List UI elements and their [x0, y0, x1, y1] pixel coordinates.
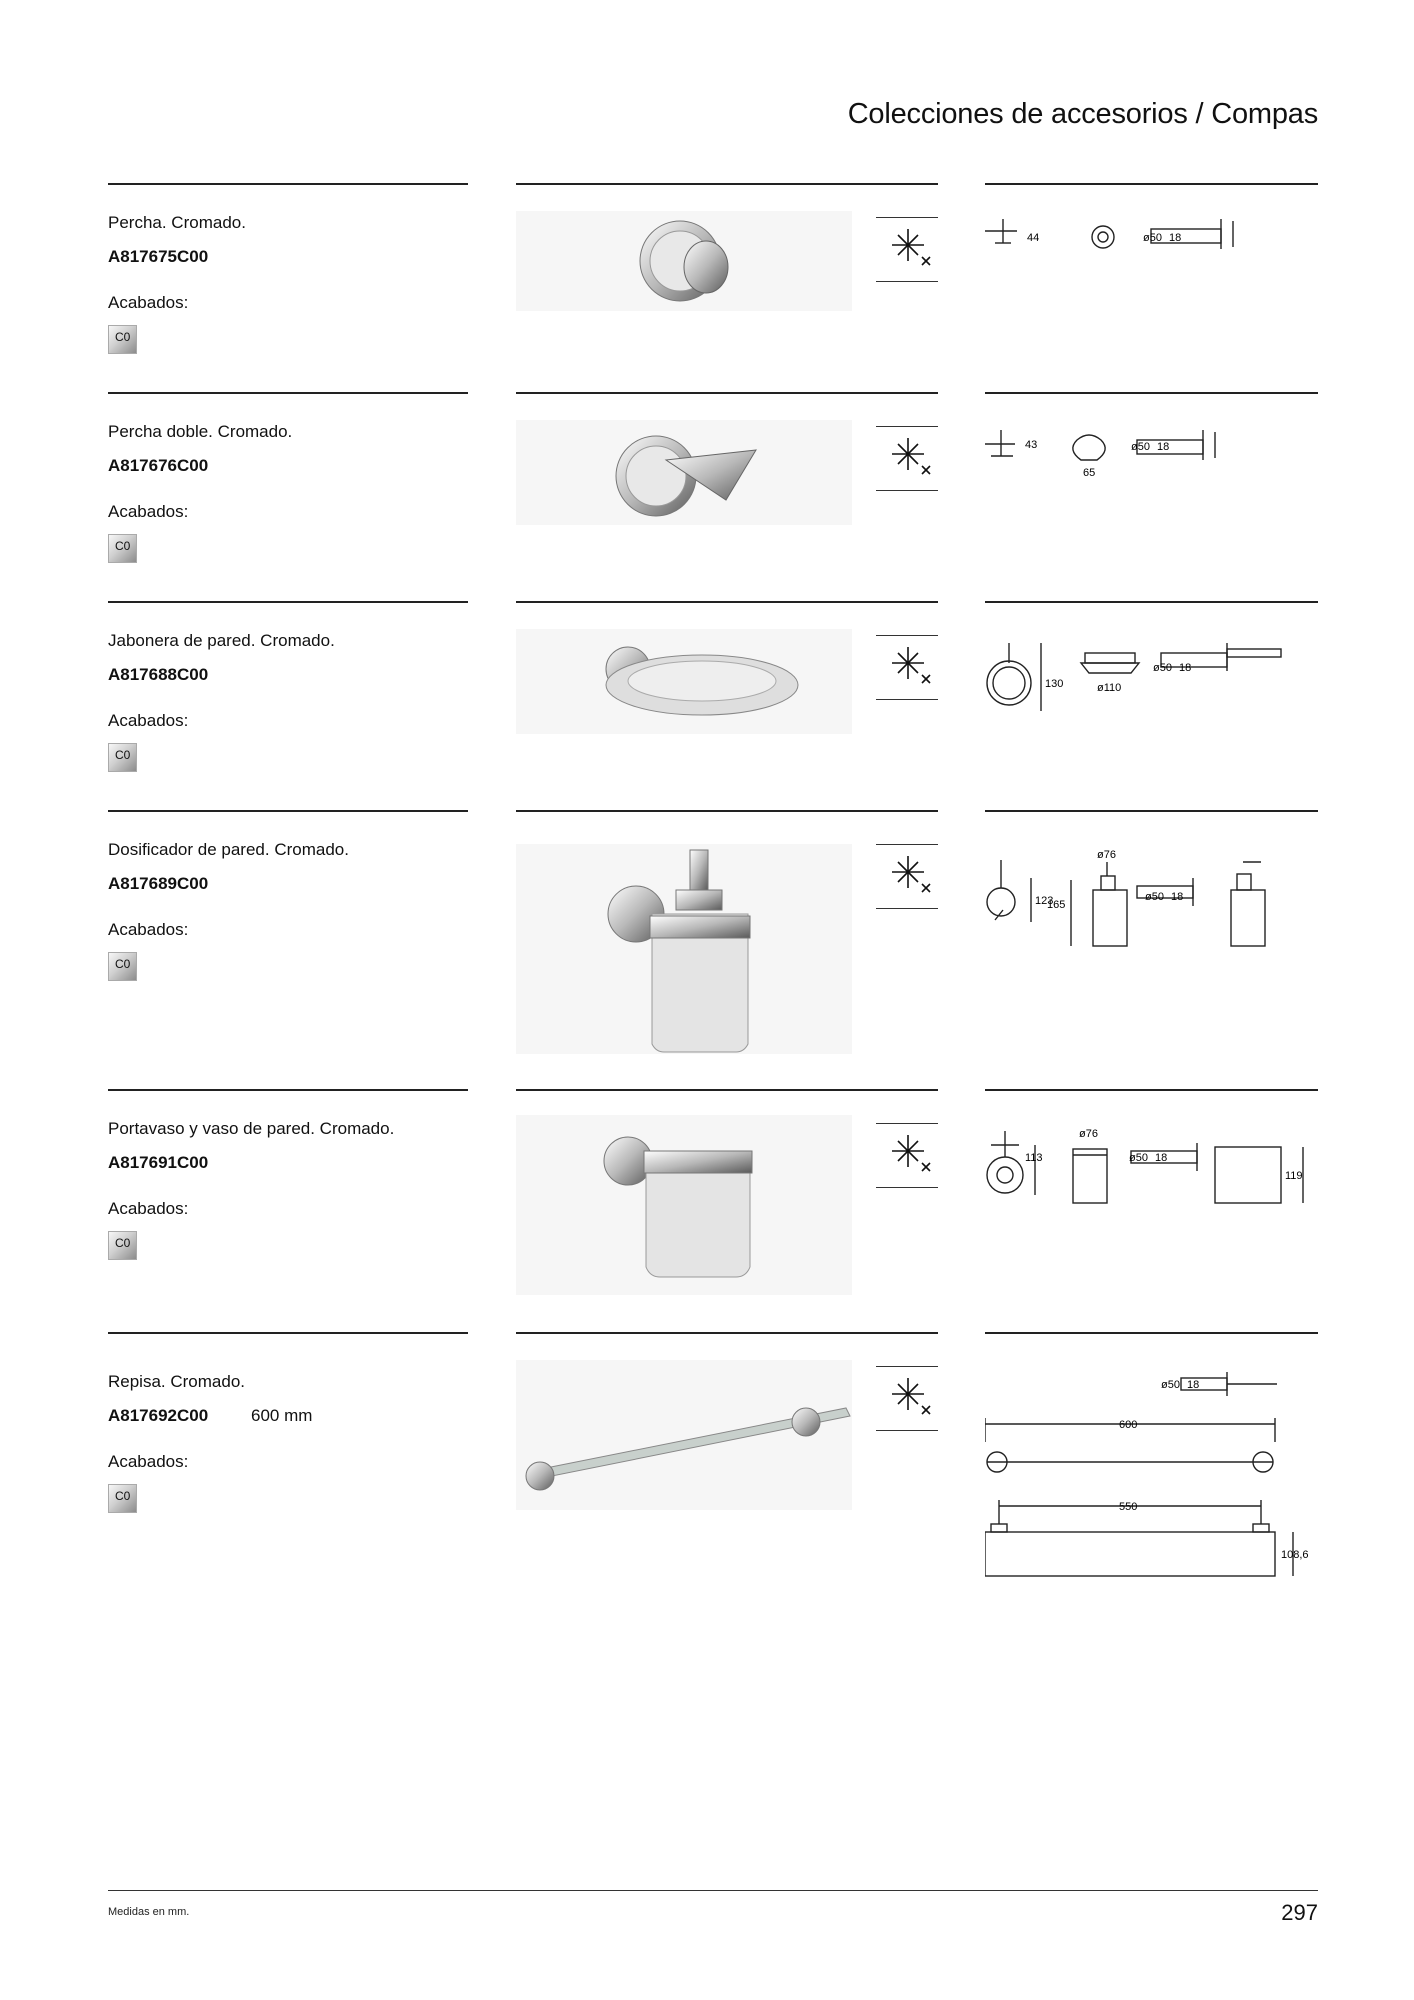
dim-label: 18	[1179, 662, 1192, 674]
finishes-label: Acabados:	[108, 920, 189, 939]
dim-label: 44	[1027, 232, 1040, 244]
product-photo-double-hook	[516, 420, 852, 525]
product-photo-soap-dish	[516, 629, 852, 734]
product-name: Jabonera de pared. Cromado.	[108, 631, 335, 650]
product-row	[0, 601, 1414, 801]
chrome-finish-icon	[876, 635, 938, 701]
product-row	[0, 1332, 1414, 1632]
dim-label: 113	[1025, 1152, 1043, 1164]
product-code: A817689C00	[108, 874, 209, 893]
finish-swatch-chrome[interactable]: C0	[108, 534, 137, 563]
dim-label: 550	[1119, 1501, 1138, 1513]
technical-drawing	[985, 1362, 1318, 1622]
dim-label: 18	[1187, 1379, 1200, 1391]
finishes-label: Acabados:	[108, 1199, 189, 1218]
dim-label: ø110	[1097, 682, 1122, 694]
finish-swatch-chrome[interactable]: C0	[108, 952, 137, 981]
page-title: Colecciones de accesorios / Compas	[847, 98, 1318, 130]
dim-label: 18	[1171, 891, 1184, 903]
product-row	[0, 183, 1414, 383]
chrome-finish-icon	[876, 426, 938, 492]
finish-swatch-chrome[interactable]: C0	[108, 325, 137, 354]
finish-swatch-chrome[interactable]: C0	[108, 1231, 137, 1260]
product-name: Percha doble. Cromado.	[108, 422, 293, 441]
dim-label: 130	[1045, 678, 1064, 690]
dim-label: 108,6	[1281, 1549, 1309, 1561]
chrome-finish-icon	[876, 844, 938, 910]
dim-label: ø50	[1145, 891, 1164, 903]
product-row	[0, 810, 1414, 1080]
dim-label: ø50	[1161, 1379, 1180, 1391]
dim-label: ø76	[1079, 1128, 1098, 1140]
product-photo-tumbler-holder	[516, 1115, 852, 1295]
product-row	[0, 392, 1414, 592]
product-code: A817688C00	[108, 665, 209, 684]
divider	[516, 183, 938, 185]
product-name: Percha. Cromado.	[108, 213, 246, 232]
technical-drawing	[985, 1119, 1318, 1219]
product-code: A817691C00	[108, 1153, 209, 1172]
dim-label: ø50	[1129, 1152, 1148, 1164]
dim-label: 119	[1285, 1170, 1303, 1182]
technical-drawing	[985, 840, 1318, 950]
dim-label: 165	[1047, 899, 1066, 911]
page-number: 297	[1281, 1900, 1318, 1925]
dim-label: 18	[1169, 232, 1182, 244]
finishes-label: Acabados:	[108, 293, 189, 312]
product-code: A817676C00	[108, 456, 209, 475]
product-photo-soap-dispenser	[516, 844, 852, 1054]
product-name: Portavaso y vaso de pared. Cromado.	[108, 1119, 395, 1138]
chrome-finish-icon	[876, 217, 938, 283]
dim-label: 123	[1035, 895, 1054, 907]
dim-label: ø76	[1097, 849, 1116, 861]
product-photo-shelf	[516, 1360, 852, 1510]
finish-swatch-chrome[interactable]: C0	[108, 1484, 137, 1513]
technical-drawing	[985, 422, 1318, 492]
product-row	[0, 1089, 1414, 1329]
finishes-label: Acabados:	[108, 711, 189, 730]
divider	[108, 183, 468, 185]
dim-label: 65	[1083, 467, 1096, 479]
product-code: A817675C00	[108, 247, 209, 266]
dim-label: 600	[1119, 1419, 1138, 1431]
footer-note: Medidas en mm.	[108, 1906, 190, 1918]
divider	[985, 183, 1318, 185]
dim-label: ø50	[1131, 441, 1150, 453]
dim-label: ø50	[1153, 662, 1172, 674]
dim-label: ø50	[1143, 232, 1162, 244]
product-code: A817692C00	[108, 1406, 209, 1425]
finishes-label: Acabados:	[108, 1452, 189, 1471]
technical-drawing	[985, 213, 1318, 273]
technical-drawing	[985, 631, 1318, 711]
product-name: Dosificador de pared. Cromado.	[108, 840, 349, 859]
finishes-label: Acabados:	[108, 502, 189, 521]
dim-label: 18	[1155, 1152, 1168, 1164]
product-name: Repisa. Cromado.	[108, 1372, 246, 1391]
dim-label: 43	[1025, 439, 1038, 451]
chrome-finish-icon	[876, 1123, 938, 1189]
finish-swatch-chrome[interactable]: C0	[108, 743, 137, 772]
product-photo-hook	[516, 211, 852, 311]
product-size: 600 mm	[251, 1406, 313, 1425]
dim-label: 18	[1157, 441, 1170, 453]
footer-divider	[108, 1890, 1318, 1891]
chrome-finish-icon	[876, 1366, 938, 1432]
